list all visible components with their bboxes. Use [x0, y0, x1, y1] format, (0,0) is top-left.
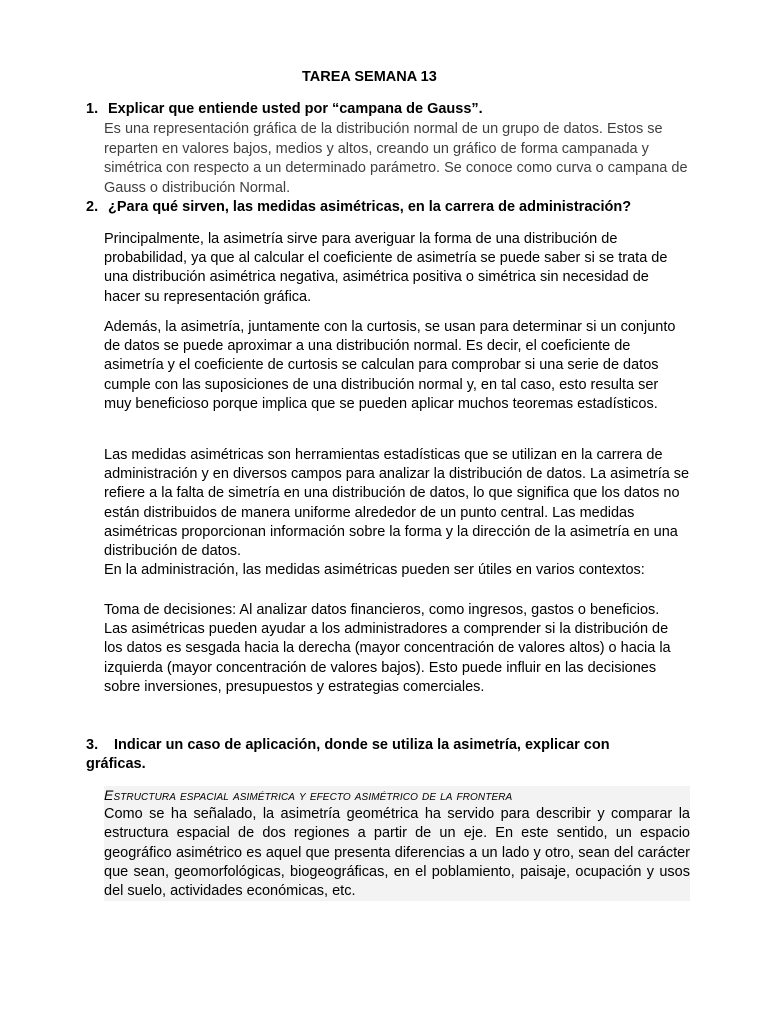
answer-2-p4-text: En la administración, las medidas asimétricas pueden ser útiles en varios contextos:	[104, 562, 645, 579]
question-3-text: Indicar un caso de aplicación, donde se utiliza la asimetría, explicar con gráficas.	[86, 737, 610, 772]
answer-2-p3-text: Las medidas asimétricas son herramientas estadísticas que se utilizan en la carrera de administración y en diversos campos para analizar la distribución de datos. La asimetría se refiere a la falta de simetría en una distribución de datos, lo que significa que los datos no están distribuidos de manera uniforme alrededor de un punto central. Las medidas asimétricas proporcionan información sobre la forma y la dirección de la asimetría en una distribución de datos.	[104, 447, 690, 560]
answer-2-paragraph-5	[104, 601, 686, 697]
answer-2-paragraph-3	[104, 446, 694, 580]
page-title: TAREA SEMANA 13	[302, 69, 437, 85]
question-3	[86, 736, 666, 774]
answer-1-text: Es una representación gráfica de la distribución normal de un grupo de datos. Estos se reparten en valores bajos, medios y altos, creando un gráfico de forma campanada y simétrica con respecto a un determinado parámetro. Se conoce como curva o campana de Gauss o distribución Normal.	[104, 121, 688, 196]
answer-3-subheading: Estructura espacial asimétrica y efecto asimétrico de la frontera	[104, 787, 513, 803]
question-2-text: ¿Para qué sirven, las medidas asimétricas, en la carrera de administración?	[108, 199, 632, 215]
answer-2-p2-text: Además, la asimetría, juntamente con la curtosis, se usan para determinar si un conjunto de datos se puede aproximar a una distribución normal. Es decir, el coeficiente de asimetría y el coeficiente de curtosis se calculan para comprobar si una serie de datos cumple con las suposiciones de una distribución normal y, en tal caso, esto resulta ser muy beneficioso porque implica que se pueden aplicar muchos teoremas estadísticos.	[104, 319, 676, 412]
answer-3-body: Como se ha señalado, la asimetría geométrica ha servido para describir y comparar la estructura espacial de dos regiones a partir de un eje. En este sentido, un espacio geográfico asimétrico es aquel que presenta diferencias a un lado y otro, sean del carácter que sean, geomorfológicas, biogeográficas, en el poblamiento, paisaje, ocupación y usos del suelo, actividades económicas, etc.	[104, 806, 690, 900]
answer-2-paragraph-1	[104, 230, 689, 307]
question-2-number: 2.	[86, 199, 99, 215]
answer-2-p1-text: Principalmente, la asimetría sirve para averiguar la forma de una distribución de probabilidad, ya que al calcular el coeficiente de asimetría se puede saber si se trata de una distribución asimétrica negativa, asimétrica positiva o simétrica sin necesidad de hacer su representación gráfica.	[104, 231, 668, 305]
question-2	[86, 198, 631, 217]
question-1-number: 1.	[86, 101, 99, 117]
answer-2-paragraph-2	[104, 318, 689, 414]
question-1	[86, 100, 483, 119]
question-1-text: Explicar que entiende usted por “campana de Gauss”.	[108, 101, 483, 117]
answer-2-p5-text: Toma de decisiones: Al analizar datos financieros, como ingresos, gastos o beneficios. Las asimétricas pueden ayudar a los administradores a comprender si la distribución de los datos es sesgada hacia la derecha (mayor concentración de valores altos) o hacia la izquierda (mayor concentración de valores bajos). Esto puede influir en las decisiones sobre inversiones, presupuestos y estrategias comerciales.	[104, 602, 671, 695]
question-3-number: 3.	[86, 737, 99, 753]
answer-1	[104, 120, 690, 198]
answer-3-block	[104, 786, 690, 901]
